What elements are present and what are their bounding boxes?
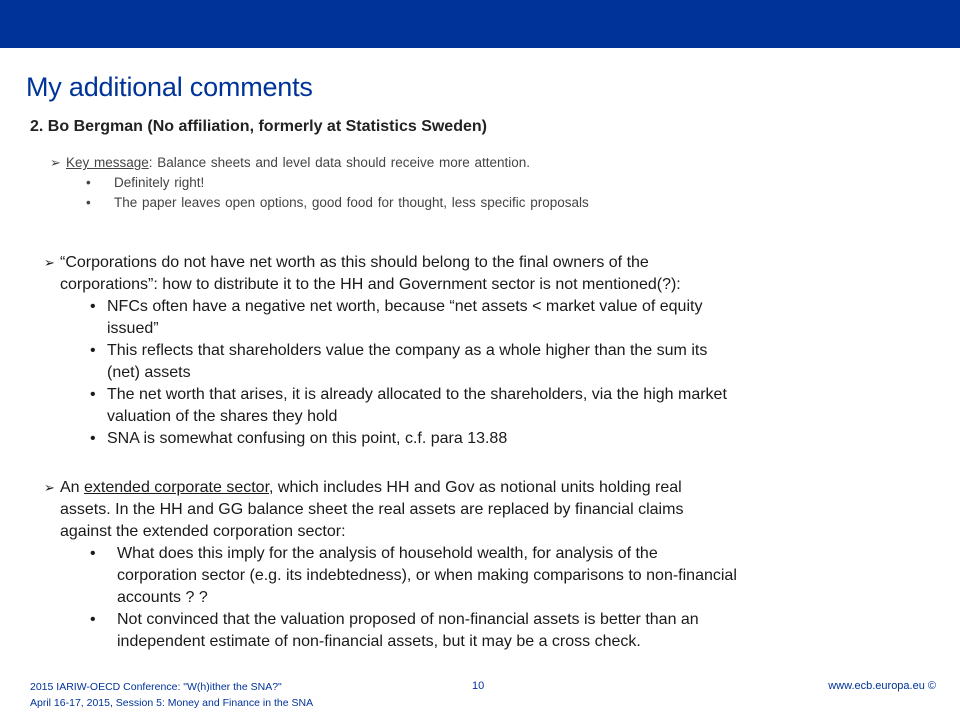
page-title: My additional comments (26, 72, 313, 102)
footer-website: www.ecb.europa.eu © (828, 680, 936, 692)
arrow-bullet-icon: ➢ (50, 155, 61, 170)
bullet-icon: • (86, 195, 91, 210)
list-item: • What does this imply for the analysis of household wealth, for analysis of the corporation sector (e.g. its indebtedness), or when making comparisons to non-financial accounts ? ? (90, 545, 737, 606)
key-message-block (50, 153, 730, 213)
footer-conference-info: 2015 IARIW-OECD Conference: "W(h)ither the SNA?" April 16-17, 2015, Session 5: Money and Finance in the SNA (30, 681, 314, 709)
list-item: • The paper leaves open options, good food for thought, less specific proposals (50, 193, 730, 213)
corporations-net-worth-block: ➢ “Corporations do not have net worth as this should belong to the final owners of the corporations”: how to distribute it to the HH and Government sector is not mentioned(?): • NFCs often have a negative net worth, because “net assets < market value of equity issued” • This reflects that shareholders value the company as a whole higher than the sum its (net) assets • The net worth that arises, it is already allocated to the shareholders, via the high market valuation of the shares they hold • SNA is somewhat confusing on this point, c.f. para 13.88 (44, 252, 844, 450)
arrow-bullet-icon: ➢ (44, 480, 55, 495)
extended-corporate-sector-block: ➢ An extended corporate sector, which includes HH and Gov as notional units holding real assets. In the HH and GG balance sheet the real assets are replaced by financial claims against the extended corporation sector: • What does this imply for the analysis of household wealth, for analysis of the corporation sector (e.g. its indebtedness), or when making comparisons to non-financial accounts ? ? • Not convinced that the valuation proposed of non-financial assets is better than an independent estimate of non-financial assets, but it may be a cross check. (44, 477, 854, 653)
bullet-icon: • (90, 545, 96, 562)
bullet-icon: • (90, 342, 96, 359)
list-item: • SNA is somewhat confusing on this point, c.f. para 13.88 (44, 428, 844, 450)
bullet-icon: • (90, 611, 96, 628)
arrow-bullet-icon: ➢ (44, 255, 55, 270)
subtitle: 2. Bo Bergman (No affiliation, formerly at Statistics Sweden) (30, 118, 487, 135)
bullet-icon: • (86, 175, 91, 190)
key-message-label: Key message (66, 155, 149, 170)
key-message-text: : Balance sheets and level data should receive more attention. (148, 155, 531, 170)
bullet-icon: • (90, 386, 96, 403)
extended-corporate-sector-term: extended corporate sector (84, 479, 270, 496)
list-item: • Definitely right! (50, 173, 730, 193)
list-item: • The net worth that arises, it is already allocated to the shareholders, via the high market valuation of the shares they hold (90, 386, 727, 425)
header-bar (0, 0, 960, 48)
bullet-icon: • (90, 430, 96, 447)
list-item: • NFCs often have a negative net worth, because “net assets < market value of equity issued” (90, 298, 703, 337)
list-item: • Not convinced that the valuation proposed of non-financial assets is better than an independent estimate of non-financial assets, but it may be a cross check. (90, 611, 699, 650)
list-item: • This reflects that shareholders value the company as a whole higher than the sum its (net) assets (90, 342, 708, 381)
page-number: 10 (472, 680, 485, 692)
bullet-icon: • (90, 298, 96, 315)
